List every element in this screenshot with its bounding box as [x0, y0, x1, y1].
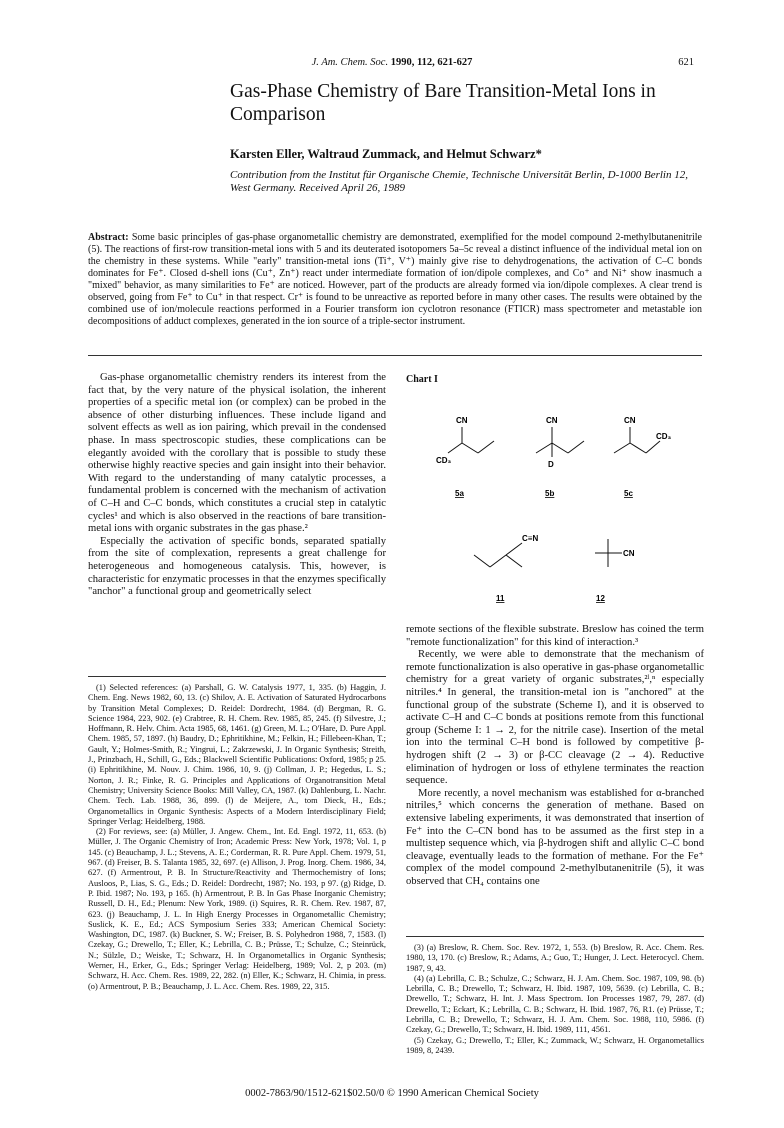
body-paragraph: Recently, we were able to demonstrate that the mechanism of remote functionalization is also operative in gas-phase organometallic chemistry for a great variety of organic substrates,²ˡ,ⁿ especially nitriles.⁴ In general, the transition-metal ion is "anchored" at the functional group of the substrate (Scheme I), and it is observed to activate C–H and C–C bonds at positions remote from this functional group (Scheme I: 1 → 2, for the nitrile case). Insertion of the metal ion into the terminal C–H bond is followed by competitive β-hydrogen shift (2 → 3) or β-CC cleavage (2 → 4). Reductive elimination of hydrogen or loss of ethylene terminates the reaction sequence. [406, 649, 704, 787]
abstract [88, 232, 702, 328]
nitrile-triple-bond-label: C≡N [522, 534, 539, 543]
structures-svg [410, 395, 700, 623]
cd3-group-label: CD₃ [436, 456, 452, 465]
body-paragraph: Gas-phase organometallic chemistry renders its interest from the fact that, by the very nature of the physical isolation, the inherent properties of a specific metal ion (or complex) can be probed in the absence of other disturbing influences. These include ligand and solvent effects as well as ion pairing, which prevail in the condensed phase. In mass spectroscopic studies, these complications can be elegantly avoided with the corollary that is possible to study these otherwise highly reactive species and gain insight into their behavior. With regard to the understanding of many catalytic processes, a fundamental problem is concerned with the mechanism of activation of C–H and C–C bonds, which constitutes a crucial step in catalytic cycles¹ and which is also observed in the reactions of bare transition-metal ions with organic substrates in the gas phase.² [88, 372, 386, 535]
article-title: Gas-Phase Chemistry of Bare Transition-Metal Ions in Comparison [230, 81, 656, 125]
nitrile-group-label: CN [546, 416, 558, 425]
chart-title: Chart I [406, 374, 438, 385]
compound-label-5a: 5a [455, 489, 464, 498]
footnote-divider [88, 676, 386, 677]
footnote: (3) (a) Breslow, R. Chem. Soc. Rev. 1972, 1, 553. (b) Breslow, R. Acc. Chem. Res. 1980, 13, 170. (c) Breslow, R.; Adams, A.; Guo, T.; Hunger, J. Lect. Heterocycl. Chem. 1987, 9, 43. [406, 943, 704, 973]
footnote: (5) Czekay, G.; Drewello, T.; Eller, K.; Zummack, W.; Schwarz, H. Organometallics 1989, 8, 2439. [406, 1035, 704, 1055]
compound-label-11: 11 [496, 594, 505, 603]
nitrile-group-label: CN [624, 416, 636, 425]
body-column-right [406, 624, 704, 888]
page-number: 621 [678, 57, 694, 68]
footnote: (1) Selected references: (a) Parshall, G. W. Catalysis 1977, 1, 335. (b) Haggin, J. Chem. Eng. News 1982, 60, 13. (c) Shilov, A. E. Activation of Saturated Hydrocarbons by Transition Metal Complexes; D. Reidel: Dordrecht, 1984. (d) Bergman, R. G. Science 1984, 223, 902. (e) Crabtree, R. H. Chem. Rev. 1985, 85, 245. (f) Silvestre, J.; Hoffmann, R. Helv. Chim. Acta 1985, 68, 1461. (g) Green, M. L.; O'Hare, D. Pure Appl. Chem. 1985, 57, 1897. (h) Baudry, D.; Ephritikhine, M.; Felkin, H.; Fillebeen-Khan, T.; Gault, Y.; Holmes-Smith, R.; Yingrui, L.; Zakrzewski, J. In Organic Synthesis; Streith, J., Prinzbach, H., Schill, G., Eds.; Blackwell Scientific Publications: Oxford, 1985; p 25. (i) Ephritikhine, M. Nouv. J. Chim. 1986, 10, 9. (j) Collman, J. P.; Hegedus, L. S.; Norton, J. R.; Finke, R. G. Principles and Applications of Organotransition Metal Chemistry; University Science Books: Mill Valley, CA, 1987. (k) Dahlenburg, L. Nachr. Chem. Tech. Lab. 1988, 36, 899. (l) de Meijere, A., tom Dieck, H., Eds.; Organometallics in Organic Synthesis: Aspects of a Modern Interdisciplinary Field; Springer Verlag: Heidelberg, 1988. [88, 683, 386, 826]
footnotes-right [406, 943, 704, 1056]
deuterium-label: D [548, 460, 554, 469]
footnote-divider [406, 936, 704, 937]
abstract-divider [88, 355, 702, 356]
compound-label-12: 12 [596, 594, 605, 603]
abstract-text: Some basic principles of gas-phase organometallic chemistry are demonstrated, exemplified for the model compound 2-methylbutanenitrile (5). The reactions of first-row transition-metal ions with 5 and its deuterated isotopomers 5a–5c reveal a distinct influence of the individual metal ion on the chemistry in these systems. While "early" transition-metal ions (Ti⁺, V⁺) mainly give rise to dehydrogenations, the activation of C–C bonds dominates for Fe⁺. Closed d-shell ions (Cu⁺, Zn⁺) react under intermediate formation of ion/dipole complexes, and Co⁺ and Ni⁺ show inasmuch a "mixed" behavior, as many similarities to Fe⁺ are noticed. However, part of the products are already formed via ion/dipole complexes. A clear trend is observed, going from Fe⁺ to Cu⁺ in that respect. Cr⁺ is found to be unreactive as reported before in many other cases. The results were obtained by the combined use of ion/molecule reactions performed in a Fourier transform ion cyclotron resonance (FTICR) mass spectrometer and metastable ion decompositions of adduct complexes, generated in the ion source of a triple-sector instrument. [88, 232, 702, 327]
footnote: (4) (a) Lebrilla, C. B.; Schulze, C.; Schwarz, H. J. Am. Chem. Soc. 1987, 109, 98. (b) Lebrilla, C. B.; Drewello, T.; Schwarz, H. Ibid. 1987, 109, 5639. (c) Lebrilla, C. B.; Drewello, T.; Schwarz, H. Int. J. Mass Spectrom. Ion Processes 1987, 79, 287. (d) Drewello, T.; Eckart, K.; Lebrilla, C. B.; Schwarz, H. Ibid. 1987, 76, R1. (e) Prüsse, T.; Lebrilla, C. B.; Drewello, T.; Schwarz, H. J. Am. Chem. Soc. 1988, 110, 5986. (f) Czekay, G.; Drewello, T.; Schwarz, H. Ibid. 1989, 111, 4561. [406, 973, 704, 1035]
body-paragraph: remote sections of the flexible substrate. Breslow has coined the term "remote functionalization" for this kind of interaction.³ [406, 624, 704, 648]
compound-label-5b: 5b [545, 489, 555, 498]
affiliation: Contribution from the Institut für Organische Chemie, Technische Universität Berlin, D-1000 Berlin 12, West Germany. Received April 26, 1989 [230, 169, 688, 194]
abstract-label: Abstract: [88, 232, 129, 243]
author-list: Karsten Eller, Waltraud Zummack, and Helmut Schwarz* [230, 147, 542, 161]
body-column-left [88, 372, 386, 599]
journal-citation: 1990, 112, 621-627 [390, 57, 473, 68]
footnotes-left [88, 683, 386, 992]
body-paragraph: Especially the activation of specific bonds, separated spatially from the site of complexation, represents a great challenge for heterogeneous and homogeneous catalysis. This, however, is characteristic for enzymatic processes in that the enzymes specifically "anchor" a functional group and geometrically select [88, 535, 386, 598]
nitrile-group-label: CN [456, 416, 468, 425]
compound-label-5c: 5c [624, 489, 633, 498]
cd3-group-label: CD₃ [656, 432, 672, 441]
nitrile-group-label: CN [623, 549, 635, 558]
chemical-structures [410, 395, 700, 623]
journal-name: J. Am. Chem. Soc. [311, 57, 389, 68]
footnote: (2) For reviews, see: (a) Müller, J. Angew. Chem., Int. Ed. Engl. 1972, 11, 653. (b) Müller, J. The Organic Chemistry of Iron; Academic Press: New York, 1978; Vol. 1, p 145. (c) Beauchamp, J. L.; Stevens, A. E.; Corderman, R. R. Pure Appl. Chem. 1979, 51, 967. (d) Freiser, B. S. Talanta 1985, 32, 697. (e) Allison, J. Prog. Inorg. Chem. 1986, 34, 627. (f) Armentrout, P. B. In Structure/Reactivity and Thermochemistry of Ions; Ausloos, P., Lias, S. G., Eds.; D. Reidel: Dordrecht, 1987; No. 193, p 97. (g) Ridge, D. P. Ibid. 1987; No. 193, p 165. (h) Armentrout, P. B. In Gas Phase Inorganic Chemistry; Russell, D. H., Ed.; Plenum: New York, 1989. (i) Squires, R. R. Chem. Rev. 1987, 87, 623. (j) Beauchamp, J. L. In High Energy Processes in Organometallic Chemistry; Suslick, K. E., Ed.; ACS Symposium Series 333; American Chemical Society: Washington, DC, 1987. (k) Buckner, S. W.; Freiser, B. S. Polyhedron 1988, 7, 1583. (l) Czekay, G.; Drewello, T.; Eller, K.; Lebrilla, C. B.; Prüsse, T.; Schulze, C.; Steinrück, N.; Sülzle, D.; Weiske, T.; Schwarz, H. In Organometallics in Organic Synthesis; Werner, H., Erker, G., Eds.; Springer Verlag: Heidelberg, 1989; Vol. 2, p 203. (m) Schwarz, H. Acc. Chem. Res. 1989, 22, 282. (n) Eller, K.; Schwarz, H. Chimia, in press. (o) Armentrout, P. B.; Beauchamp, J. L. Acc. Chem. Res. 1989, 22, 315. [88, 827, 386, 991]
body-paragraph: More recently, a novel mechanism was established for α-branched nitriles,⁵ which concerns the generation of methane. Based on extensive labeling experiments, it was demonstrated that insertion of Fe⁺ into the C–CN bond has to be assumed as the first step in a multistep sequence which, via β-hydrogen shift and allylic C–C bond cleavage, eventually leads to the formation of methane. For the Fe⁺ complex of the model compound 2-methylbutanenitrile (5), it was observed that CH₄ contains one [406, 787, 704, 887]
page-footer: 0002-7863/90/1512-621$02.50/0 © 1990 American Chemical Society [245, 1088, 539, 1099]
